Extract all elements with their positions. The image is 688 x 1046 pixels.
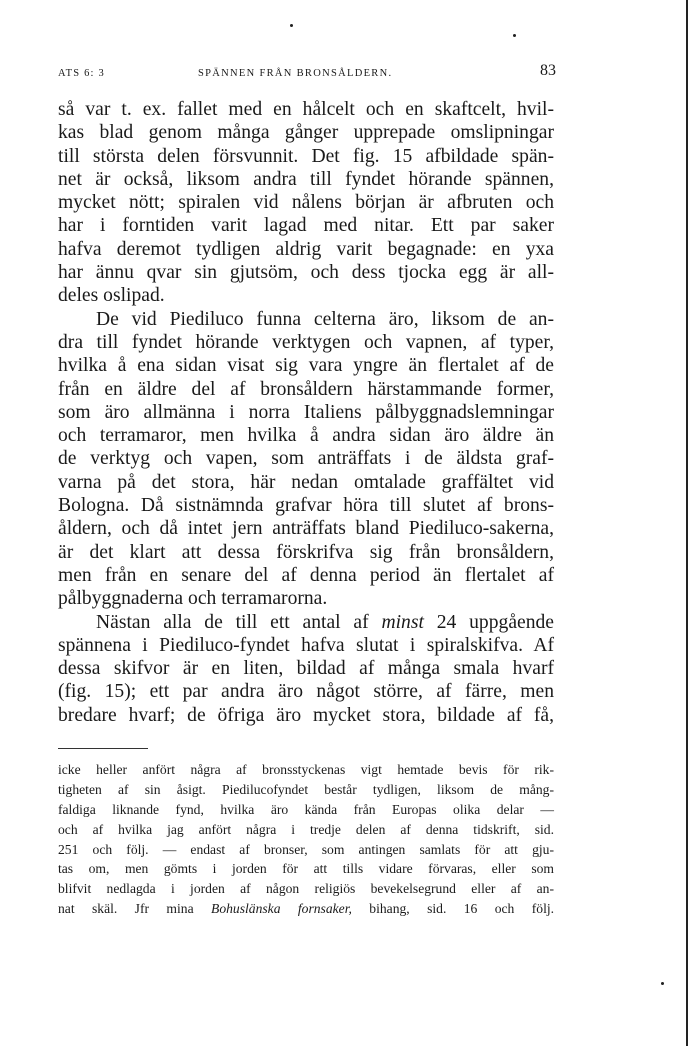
text-segment: 24 uppgående xyxy=(436,611,554,633)
running-header xyxy=(58,62,556,84)
text-line: är det klart att dessa förskrifva sig från bronsåldern, xyxy=(58,541,554,563)
text-line: till största delen försvunnit. Det fig. 15 afbildade spän- xyxy=(58,145,554,167)
footnote-line: faldiga liknande fynd, hvilka äro kända från Europas olika delar — xyxy=(58,801,554,817)
footnote-line: blifvit nedlagda i jorden af någon religiös bevekelsegrund eller af an- xyxy=(58,881,554,897)
journal-reference: ATS 6: 3 xyxy=(58,68,105,79)
text-line: och terramaror, men hvilka å andra sidan äro äldre än xyxy=(58,425,554,447)
text-line: som äro allmänna i norra Italiens pålbyggnadslemningar xyxy=(58,401,554,423)
footnote-line: 251 och följ. — endast af bronser, som antingen samlats för att gju- xyxy=(58,841,554,857)
print-speck xyxy=(290,24,293,27)
text-line: bredare hvarf; de öfriga äro mycket stora, bildade af få, xyxy=(58,704,554,726)
text-line: deles oslipad. xyxy=(58,285,165,307)
text-segment: Nästan alla de till ett antal af xyxy=(96,611,369,633)
page-number: 83 xyxy=(540,62,556,79)
text-segment: bihang, sid. 16 och följ. xyxy=(369,901,555,917)
footnote-rule xyxy=(58,748,148,749)
text-line: hafva deremot tydligen aldrig varit begagnade: en yxa xyxy=(58,238,554,260)
text-line: net är också, liksom andra till fyndet hörande spännen, xyxy=(58,168,554,190)
text-line: pålbyggnaderna och terramarorna. xyxy=(58,588,328,610)
text-line: mycket nött; spiralen vid nålens början är afbruten och xyxy=(58,192,554,214)
book-title: Bohuslänska fornsaker, xyxy=(211,901,352,917)
text-line: från en äldre del af bronsåldern härstammande former, xyxy=(58,378,554,400)
text-line: Bologna. Då sistnämnda grafvar höra till slutet af brons- xyxy=(58,495,554,517)
paragraph-start xyxy=(58,611,554,634)
running-title: SPÄNNEN FRÅN BRONSÅLDERN. xyxy=(198,68,393,79)
text-line: varna på det stora, här nedan omtalade graffältet vid xyxy=(58,471,554,493)
footnote-line xyxy=(58,899,554,919)
text-line: men från en senare del af denna period än flertalet af xyxy=(58,564,554,586)
text-line: de verktyg och vapen, som anträffats i de äldsta graf- xyxy=(58,448,554,470)
text-line: har ännu qvar sin gjutsöm, och dess tjocka egg är all- xyxy=(58,262,554,284)
text-segment: nat skäl. Jfr mina xyxy=(58,901,194,917)
text-line: har i forntiden varit lagad med nitar. Ett par saker xyxy=(58,215,554,237)
footnote-line: icke heller anfört några af bronsstyckenas vigt hemtade bevis för rik- xyxy=(58,762,554,777)
paragraph-start: De vid Piediluco funna celterna äro, liksom de an- xyxy=(96,308,554,330)
emphasis: minst xyxy=(381,611,424,633)
text-line: dra till fyndet hörande verktygen och vapnen, af typer, xyxy=(58,331,554,353)
text-line: spännena i Piediluco-fyndet hafva slutat i spiralskifva. Af xyxy=(58,634,554,656)
text-line: kas blad genom många gånger upprepade omslipningar xyxy=(58,122,554,144)
text-line: dessa skifvor är en liten, bildad af många smala hvarf xyxy=(58,658,554,680)
print-speck xyxy=(661,982,664,985)
text-line: så var t. ex. fallet med en hålcelt och en skaftcelt, hvil- xyxy=(58,99,554,120)
main-text xyxy=(58,98,554,727)
footnote-line: tas om, men gömts i jorden för att tills vidare förvaras, eller som xyxy=(58,861,554,877)
footnote-line: och af hvilka jag anfört några i tredje delen af denna tidskrift, sid. xyxy=(58,821,554,837)
print-speck xyxy=(513,34,516,37)
footnote xyxy=(58,760,554,919)
text-line: hvilka å ena sidan visat sig vara yngre än flertalet af de xyxy=(58,355,554,377)
text-line: åldern, och då intet jern anträffats bland Piediluco-sakerna, xyxy=(58,518,554,540)
text-line: (fig. 15); ett par andra äro något större, af färre, men xyxy=(58,681,554,703)
footnote-line: tigheten af sin åsigt. Piedilucofyndet består tydligen, liksom de mång- xyxy=(58,781,554,797)
